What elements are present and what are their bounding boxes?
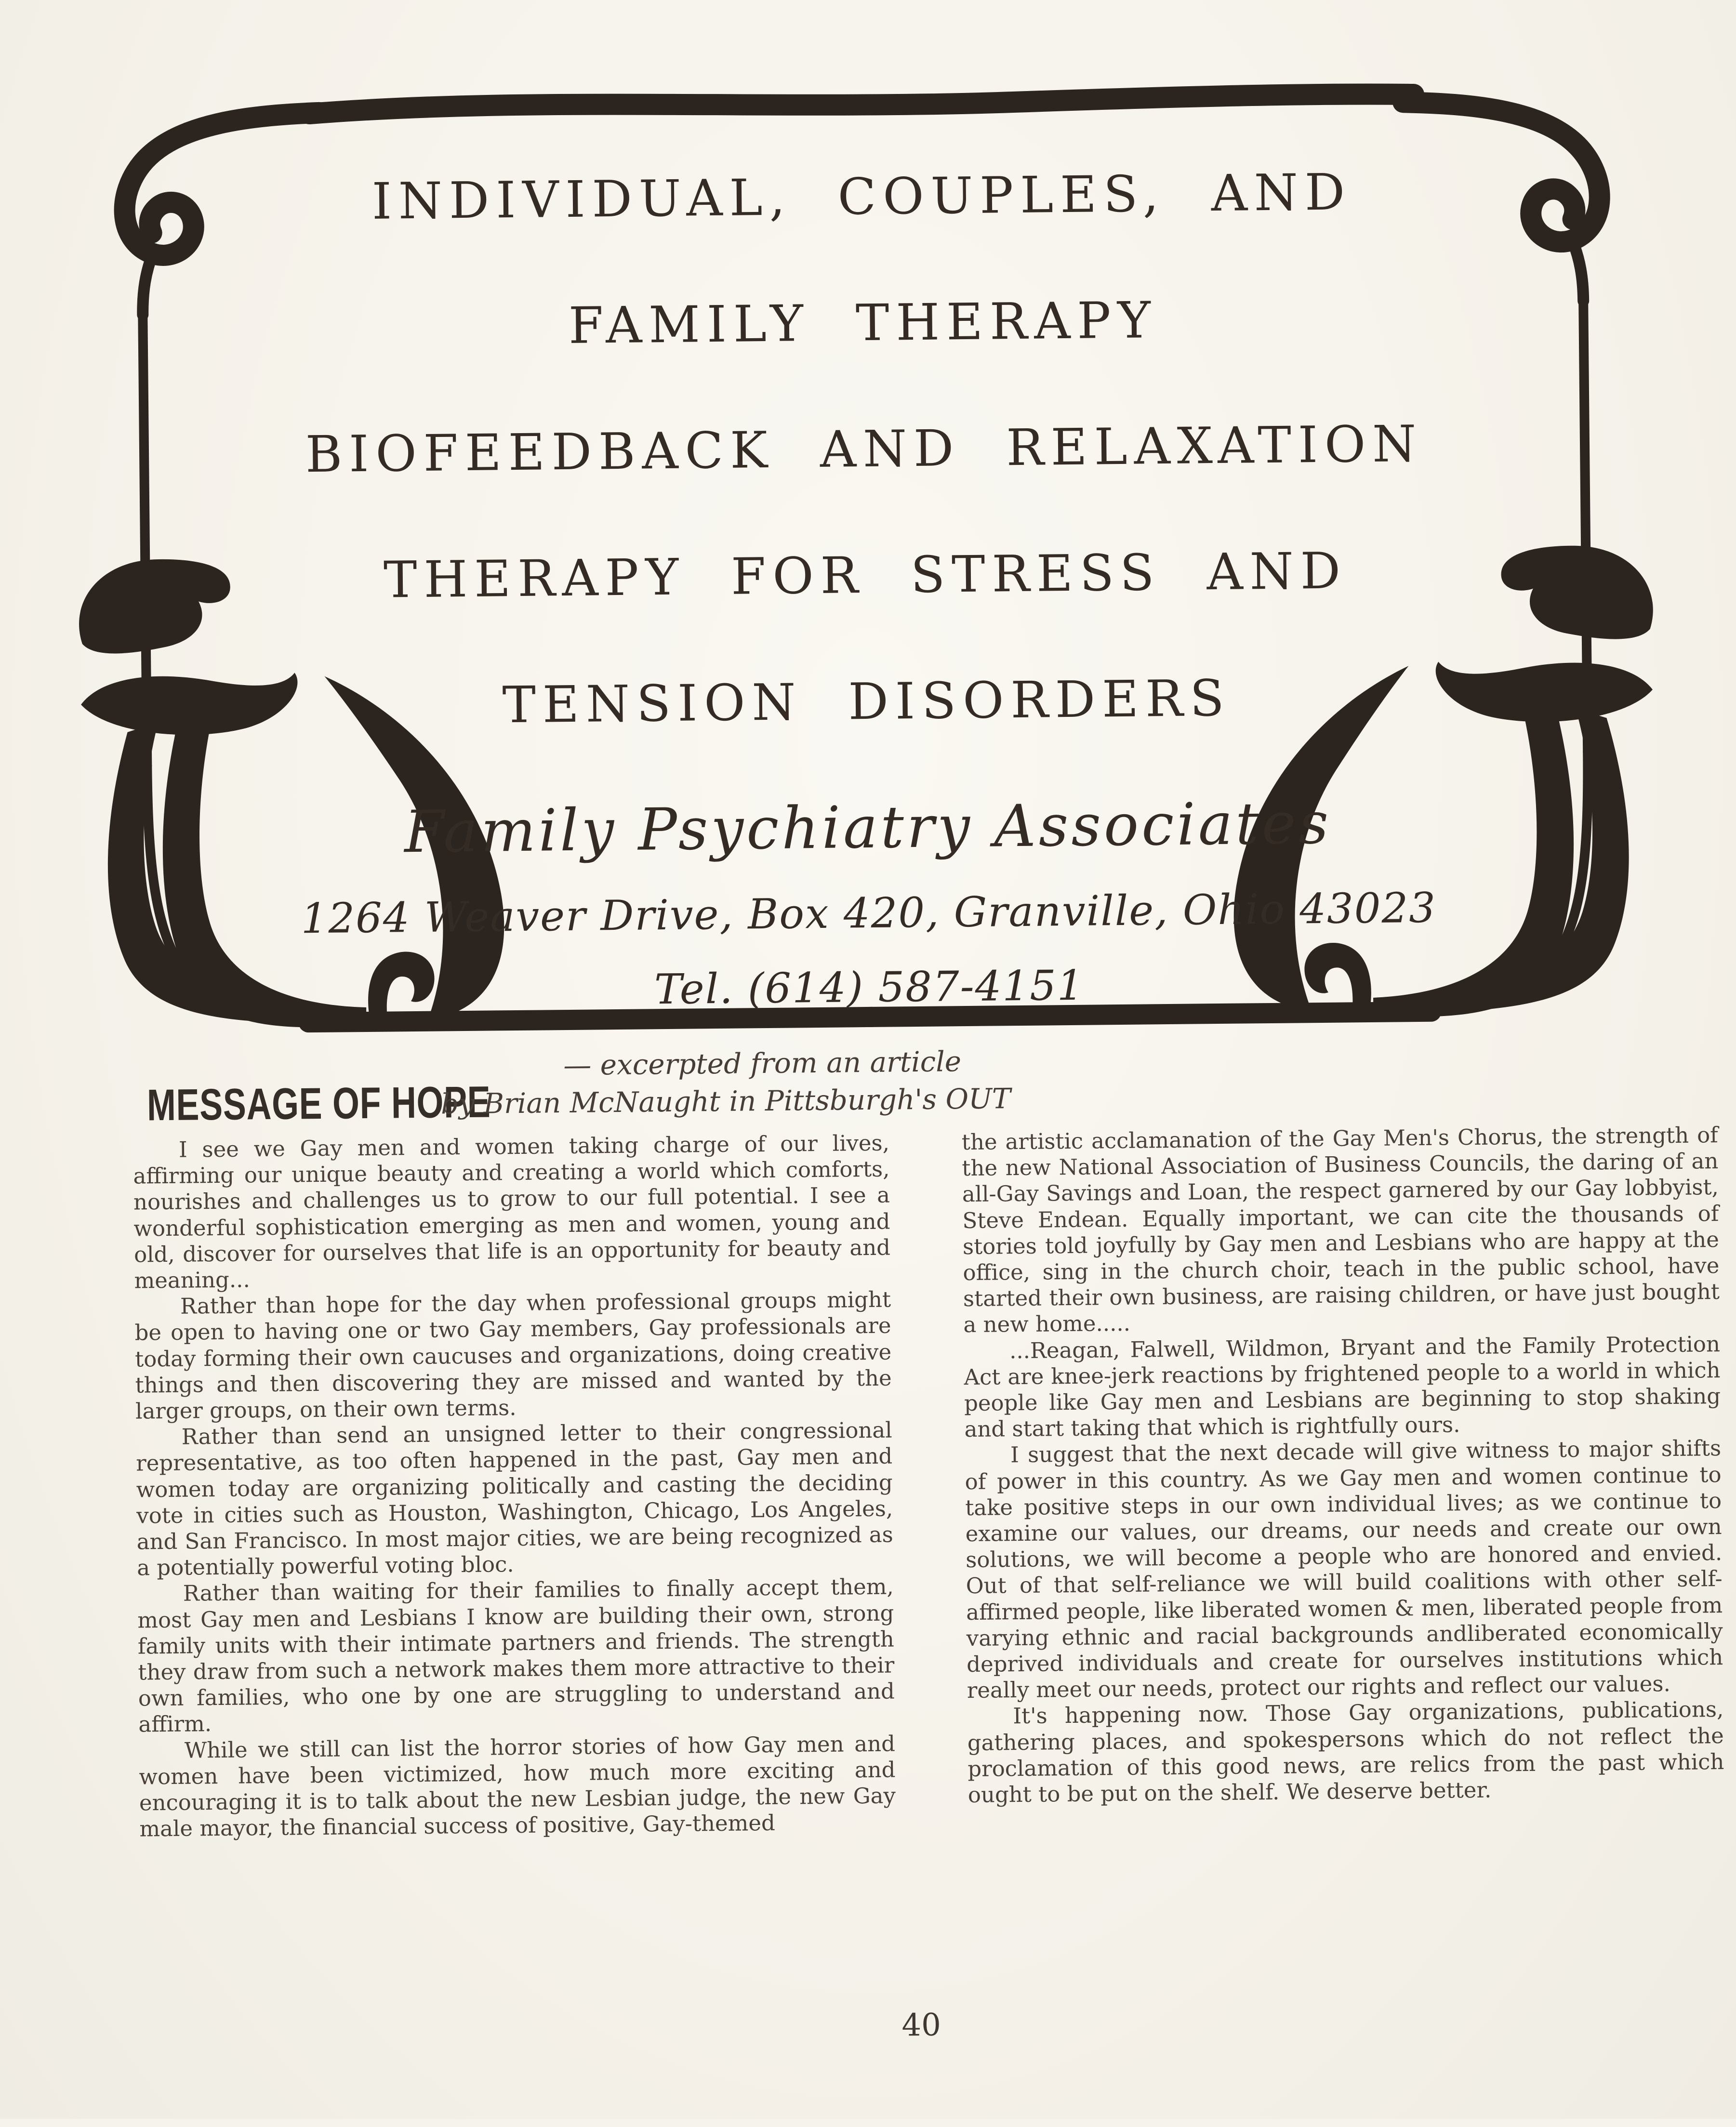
- ad-headline-line: THERAPY FOR STRESS AND: [383, 541, 1348, 609]
- page-number: 40: [901, 2007, 941, 2044]
- ad-phone: Tel. (614) 587-4151: [654, 961, 1085, 1014]
- ad-headline-line: TENSION DISORDERS: [502, 668, 1232, 735]
- article-paragraph: Rather than waiting for their families to finally accept them, most Gay men and Lesbians I know are building their own, strong family units with their intimate partners and friends. The strength they draw from such a network makes them more attractive to their own families, who one by one are struggling to understand and affirm.: [137, 1574, 895, 1738]
- article-title: MESSAGE OF HOPE: [146, 1077, 491, 1130]
- article-paragraph: I suggest that the next decade will give witness to major shifts of power in this country. As we Gay men and women continue to take positive steps in our own individual lives; as we continue to examine our values, our dreams, our needs and create our own solutions, we will become a people who are honored and envied. Out of that self-reliance we will build coalitions with other self-affirmed people, like liberated women & men, liberated people from varying ethnic and racial backgrounds andliberated economically deprived individuals and create for ourselves institutions which really meet our needs, protect our rights and reflect our values.: [965, 1435, 1723, 1704]
- article-paragraph: the artistic acclamanation of the Gay Men's Chorus, the strength of the new National Association of Business Councils, the daring of an all-Gay Savings and Loan, the respect garnered by our Gay lobbyist, Steve Endean. Equally important, we can cite the thousands of stories told joyfully by Gay men and Lesbians who are happy at the office, sing in the church choir, teach in the public school, have started their own business, are raising children, or have just bought a new home.....: [961, 1122, 1720, 1338]
- article-paragraph: I see we Gay men and women taking charge of our lives, affirming our unique beauty and creating a world which comforts, nourishes and challenges us to grow to our full potential. I see a wonderful sophistication emerging as men and women, young and old, discover for ourselves that life is an opportunity for beauty and meaning...: [133, 1130, 891, 1294]
- article-paragraph: Rather than hope for the day when professional groups might be open to having one or two Gay members, Gay professionals are today forming their own caucuses and organizations, doing creative things and then discovering they are missed and wanted by the larger groups, on their own terms.: [134, 1286, 892, 1424]
- ad-headline-line: INDIVIDUAL, COUPLES, AND: [371, 162, 1352, 231]
- byline-line-2: by Brian McNaught in Pittsburgh's OUT: [440, 1082, 1011, 1121]
- therapy-ad: [48, 19, 1682, 1053]
- article-paragraph: It's happening now. Those Gay organizations, publications, gathering places, and spokespersons which do not reflect the proclamation of this good news, are relics from the past which ought to be put on the shelf. We deserve better.: [967, 1696, 1724, 1808]
- ad-business-name: Family Psychiatry Associates: [404, 790, 1332, 866]
- article-header: [132, 1046, 1718, 1137]
- article-left-column: [133, 1130, 896, 1842]
- article-columns: [133, 1122, 1725, 1842]
- article: [132, 1046, 1724, 1842]
- article-paragraph: ...Reagan, Falwell, Wildmon, Bryant and the Family Protection Act are knee-jerk reactions by frightened people to a world in which people like Gay men and Lesbians are beginning to stop shaking and start taking that which is rightfully ours.: [964, 1331, 1721, 1442]
- ad-headline-line: FAMILY THERAPY: [568, 291, 1158, 355]
- ad-headline-line: BIOFEEDBACK AND RELAXATION: [305, 414, 1423, 484]
- ad-address: 1264 Weaver Drive, Box 420, Granville, Ohio 43023: [301, 884, 1437, 943]
- article-byline: [440, 1042, 1011, 1123]
- article-paragraph: While we still can list the horror stories of how Gay men and women have been victimized, how much more exciting and encouraging it is to talk about the new Lesbian judge, the new Gay male mayor, the financial success of positive, Gay-themed: [139, 1731, 896, 1842]
- article-right-column: [962, 1122, 1725, 1834]
- ad-content: [48, 19, 1681, 1019]
- byline-line-1: — excerpted from an article: [563, 1045, 962, 1082]
- article-paragraph: Rather than send an unsigned letter to their congressional representative, as too often happened in the past, Gay men and women today are organizing politically and casting the deciding vote in cities such as Houston, Washington, Chicago, Los Angeles, and San Francisco. In most major cities, we are being recognized as a potentially powerful voting bloc.: [135, 1417, 893, 1581]
